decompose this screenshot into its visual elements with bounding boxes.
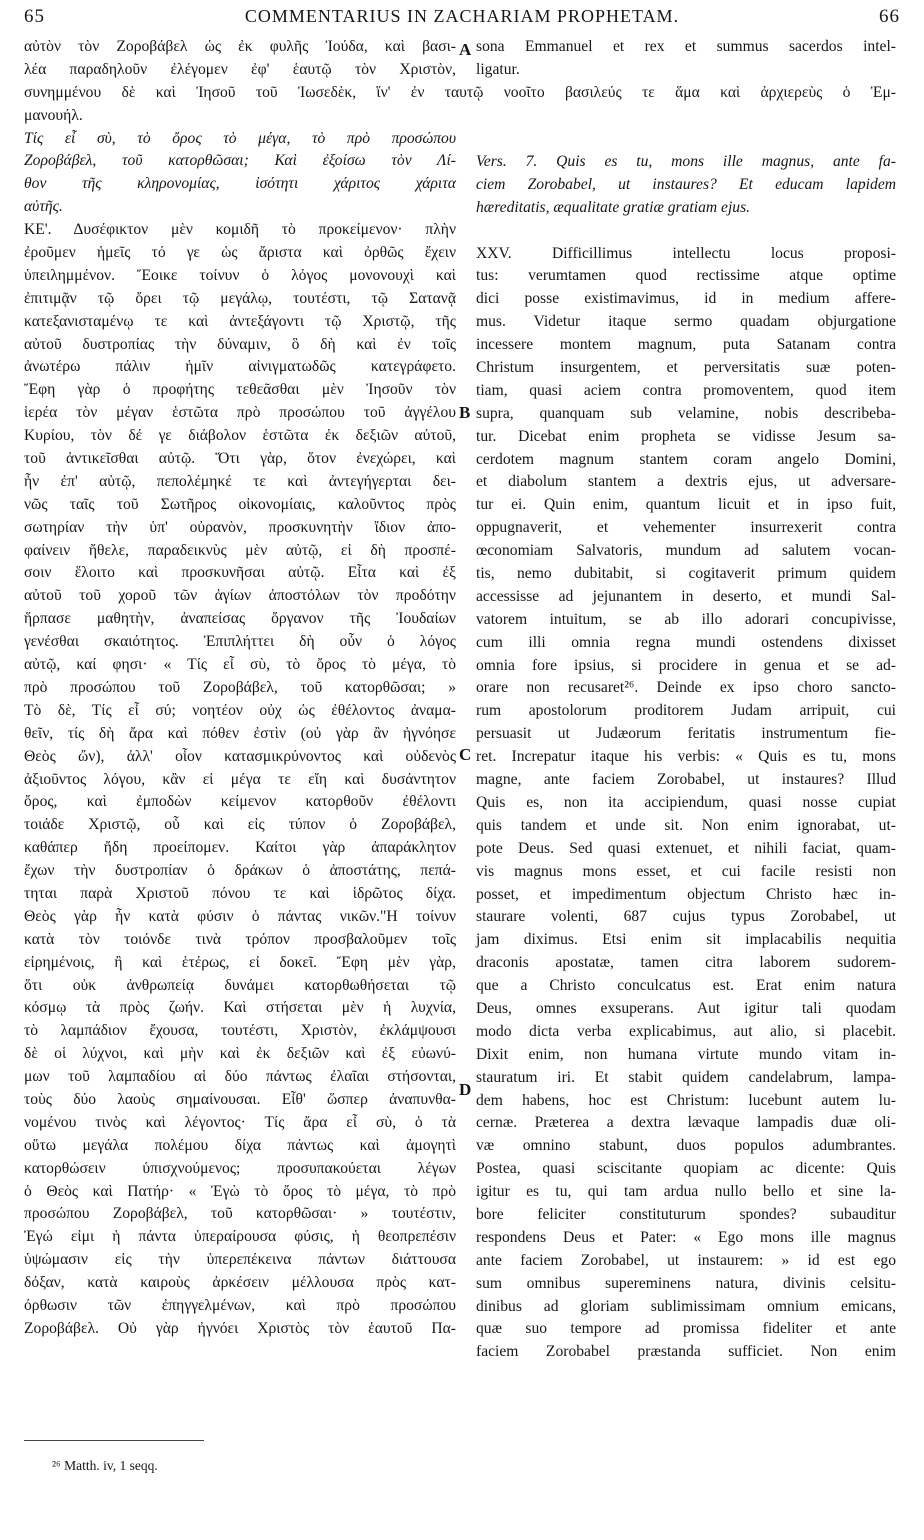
margin-marker-b: B — [459, 403, 471, 422]
greek-text-line: θον τῆς κληρονομίας, ἰσότητι χάριτος χάριτα — [24, 175, 456, 193]
latin-text-line: œconomiam Salvatoris, mundum ad salutem vocan- — [476, 542, 896, 560]
greek-text-line: ὄρος, καὶ ἐμποδὼν κείμενον κατορθοῦν ἐθέλοντι — [24, 793, 456, 811]
latin-text-line: ante faciem Zorobabel, ut instaurem: » id est ego — [476, 1251, 896, 1269]
latin-text-line: stauratum iri. Et stabit quidem candelabrum, lampa- — [476, 1068, 896, 1086]
latin-text-line: cerdotem magnum stantem coram angelo Domini, — [476, 450, 896, 468]
greek-text-line: τὸ λαμπάδιον ἔχουσα, τουτέστι, Χριστὸν, ἐκλάμψουσι — [24, 1022, 456, 1040]
latin-text-line: modo dicta verba explicabimus, aut alio, si placebit. — [476, 1022, 896, 1040]
greek-text-line: τοιάδε Χριστῷ, οὗ καὶ εἰς τύπον ὁ Ζοροβάβελ, — [24, 816, 456, 834]
greek-text-line: ἦν ἐπ' αὐτῷ, πεπολέμηκέ τε καὶ ἀντεγήγερται δει- — [24, 472, 456, 490]
greek-text-line: πρὸ προσώπου τοῦ Ζοροβάβελ, τοῦ κατορθῶσαι; » — [24, 678, 456, 696]
latin-text-line: incessere montem magnum, puta Satanam contra — [476, 336, 896, 354]
greek-text-line: όρθωσιν τῶν ἐπηγγελμένων, καὶ πρὸ προσώπου — [24, 1296, 456, 1314]
greek-text-line: ἐπιτιμᾷν τῷ ὄρει τῷ μεγάλῳ, τουτέστι, τῷ Σατανᾷ — [24, 289, 456, 307]
footnote: ²⁶ Matth. iv, 1 seqq. — [52, 1458, 158, 1473]
greek-text-line: ὑπειλημμένον. Ἔοικε τοίνυν ὁ λόγος μονονουχὶ καὶ — [24, 266, 456, 284]
latin-text-line: accessisse ad jejunantem in deserto, et mundi Sal- — [476, 587, 896, 605]
latin-text-line: cernæ. Præterea a dextra lævaque lampadis duæ oli- — [476, 1114, 896, 1132]
latin-text-line: tis, nemo dubitabit, si cogitaverit primum quidem — [476, 565, 896, 583]
greek-text-line: ἀξιοῦντος λόγου, κἂν εἰ μέγα τε εἴη καὶ δυσάντητον — [24, 770, 456, 788]
latin-text-line: XXV. Difficillimus intellectu locus proposi- — [476, 244, 896, 262]
latin-text-line: quis tandem et unde sit. Non enim ignorabat, ut- — [476, 816, 896, 834]
greek-text-line: ὅτι οὐκ ἀνθρωπείᾳ δυνάμει κατορθωθήσεται τῷ — [24, 976, 456, 994]
latin-text-line: posset, et impedimentum objectum Christo hæc in- — [476, 885, 896, 903]
latin-text-line: tiam, quasi aciem contra promoventem, quod item — [476, 381, 896, 399]
latin-text-line: persuasit ut Judæorum feritatis instrumentum fie- — [476, 725, 896, 743]
latin-text-line: hæreditatis, æqualitate gratiæ gratiam ejus. — [476, 198, 751, 216]
latin-text-line: ligatur. — [476, 60, 520, 78]
greek-text-line: Θεὸς γὰρ ἦν κατὰ φύσιν ὁ πάντας νικῶν."Η τοίνυν — [24, 907, 456, 925]
greek-text-line: κατεξανισταμένῳ τε καὶ ἀντεξάγοντι τῷ Χριστῷ, τῆς — [24, 312, 456, 330]
latin-text-line: tus: verumtamen quod rectissime atque optime — [476, 267, 896, 285]
greek-text-line: ΚΕ'. Δυσέφικτον μὲν κομιδῆ τὸ προκείμενον· πλὴν — [24, 221, 456, 239]
latin-text-line: mus. Videtur itaque sermo quadam objurgatione — [476, 313, 896, 331]
latin-text-line: jam diximus. Etsi enim sit implacabilis nequitia — [476, 931, 896, 949]
greek-text-line: ἀνωτέρω πάλιν ἡμῖν αἰνιγματωδῶς κατεγράφετο. — [24, 358, 456, 376]
greek-text-line: ἥρπασε μαθητὴν, ἀναπείσας ὄργανον τῆς Ἰουδαίων — [24, 610, 456, 628]
latin-text-line: bore feliciter constituturum spondes? subauditur — [476, 1205, 896, 1223]
greek-text-line: τοῦ ἀντικεῖσθαι αὐτῷ. Ὅτι γὰρ, ὅτον ἐνεχώρει, καὶ — [24, 450, 456, 468]
latin-text-line: faciem Zorobabel præstanda sufficiet. Non enim — [476, 1343, 896, 1361]
footnote-rule — [24, 1440, 204, 1441]
latin-text-line: omnia fore ipsius, si procidere in genua et se ad- — [476, 656, 896, 674]
latin-text-line: dinibus ad gloriam sublimissimam omnium emicans, — [476, 1297, 896, 1315]
latin-text-line: Christum insurgentem, et perversitatis suæ poten- — [476, 359, 896, 377]
greek-text-line: Τὸ δὲ, Τίς εἶ σύ; νοητέον οὐχ ὡς ἐθέλοντος ἀναμα- — [24, 701, 456, 719]
latin-text-line: vis magnus mons esset, et cui facile resisti non — [476, 862, 896, 880]
latin-text-line: magne, ante faciem Zorobabel, ut instaures? Illud — [476, 771, 896, 789]
greek-text-line: νομένου τινὸς καὶ λέγοντος· Τίς ἄρα εἶ σὺ, ὁ τὰ — [24, 1113, 456, 1131]
latin-text-line: et diabolum stantem a dextris ejus, ut adversare- — [476, 473, 896, 491]
greek-text-line: τηται παρὰ Χριστοῦ πόνου τε καὶ ἱδρῶτος δίχα. — [24, 884, 456, 902]
greek-text-line: μων τοῦ λαμπαδίου αἱ δύο πάντως ἐλαῖαι στήσονται, — [24, 1068, 456, 1086]
page-number-left: 65 — [24, 6, 45, 27]
greek-text-line: Κυρίου, τὸν δέ γε διάβολον ἑστῶτα ἐκ δεξιῶν αὐτοῦ, — [24, 427, 456, 445]
margin-marker-d: D — [459, 1080, 472, 1099]
latin-text-line — [476, 220, 896, 243]
greek-text-line: σωτηρίαν τὴν ὑπ' οὐρανὸν, προσκυνητὴν ἴδιον ἀπο- — [24, 518, 456, 536]
greek-text-line: θεῖν, τίς δὴ ἄρα καὶ πόθεν ἐστὶν (οὐ γὰρ ἂν ἠγνόησε — [24, 724, 456, 742]
latin-column — [476, 151, 896, 1364]
greek-text-line: αὐτῷ, καί φησι· « Τίς εἶ σὺ, τὸ ὄρος τὸ μέγα, τὸ — [24, 656, 456, 674]
latin-text-line: quæ suo tempore ad promissa fideliter et ante — [476, 1320, 896, 1338]
greek-text-line: Ἔφη γὰρ ὁ προφήτης τεθεᾶσθαι μὲν Ἰησοῦν τὸν — [24, 381, 456, 399]
greek-text-line: γενέσθαι σκαιότητος. Ἐπιπλήττει δὴ οὖν ὁ λόγος — [24, 633, 456, 651]
greek-text-line: ἔχων τὴν δυστροπίαν ὁ δράκων ὁ ἀποστάτης, πεπά- — [24, 862, 456, 880]
greek-text-line: τοὺς δύο λαοὺς σημαίνουσαι. Εἶθ' ὥσπερ ἀναπυνθα- — [24, 1090, 456, 1108]
latin-text-line: respondens Deus et Pater: « Ego mons ille magnus — [476, 1228, 896, 1246]
greek-text-line: αὐτοῦ δυστροπίας τὴν δύναμιν, ὃ δὴ καὶ ἐν τοῖς — [24, 335, 456, 353]
greek-text-line: οὕτω μεγάλα πολέμου δίχα πάντως καὶ ἀμογητὶ — [24, 1136, 456, 1154]
greek-text-line: Τίς εἶ σὺ, τὸ ὄρος τὸ μέγα, τὸ πρὸ προσώπου — [24, 129, 456, 147]
latin-text-line: sona Emmanuel et rex et summus sacerdos intel- — [476, 38, 896, 55]
latin-top-fragment — [476, 36, 896, 82]
latin-text-line: væ omnino stabunt, duos populos adumbrantes. — [476, 1137, 896, 1155]
latin-text-line: tur ei. Quin enim, quantum licuit et in ipso fuit, — [476, 496, 896, 514]
greek-text-line: αὐτὸν τὸν Ζοροβάβελ ὡς ἐκ φυλῆς Ἰούδα, καὶ βασι- — [24, 38, 456, 55]
latin-text-line: vatorem intuitum, se ab illo adorari concupivisse, — [476, 610, 896, 628]
greek-text-line: φαίνειν ἤθελε, παραδεικνὺς μὲν αὐτῷ, εἰ δὴ προσπέ- — [24, 541, 456, 559]
latin-text-line: dici posse existimavimus, id in medium affere- — [476, 290, 896, 308]
page-number-right: 66 — [879, 6, 900, 27]
latin-text-line: draconis apostatæ, tamen citra laborem sudorem- — [476, 954, 896, 972]
latin-text-line: tur. Dicebat enim propheta se vidisse Jesum sa- — [476, 427, 896, 445]
greek-text-line: προσώπου Ζοροβάβελ, τοῦ κατορθῶσαι· » τουτέστιν, — [24, 1205, 456, 1223]
greek-text-line: σοιν ἕλοιτο καὶ προσκυνῆσαι αὐτῷ. Εἶτα καὶ ἐξ — [24, 564, 456, 582]
latin-text-line: staurare volenti, 687 cujus typus Zorobabel, ut — [476, 908, 896, 926]
greek-text-line: καθάπερ ἤδη προείπομεν. Καίτοι γὰρ ἀπαράκλητον — [24, 839, 456, 857]
latin-text-line: igitur es tu, qui tam ardua nullo bello et sine la- — [476, 1183, 896, 1201]
latin-text-line: Dixit enim, non humana virtute mundo vitam in- — [476, 1045, 896, 1063]
greek-text-line: Θεὸς ὤν), ἀλλ' οἷον κατασμικρύνοντος καὶ οὐδενὸς — [24, 747, 456, 765]
greek-text-line: κατορθώσειν ὑπισχνούμενος; προσυπακούεται λέγων — [24, 1159, 456, 1177]
latin-text-line: sum omnibus supereminens natura, divinis celsitu- — [476, 1274, 896, 1292]
greek-text-line: Ἐγώ εἰμι ἡ πάντα ὑπεραίρουσα φύσις, ἡ θεοπρεπέσιν — [24, 1228, 456, 1246]
greek-column — [24, 36, 456, 1341]
greek-text-line: ἱερέα τὸν μέγαν ἑστῶτα πρὸ προσώπου τοῦ ἀγγέλου — [24, 404, 456, 422]
running-head: COMMENTARIUS IN ZACHARIAM PROPHETAM. — [244, 6, 680, 26]
margin-marker-c: C — [459, 745, 472, 764]
greek-text-line: δὲ οἱ λύχνοι, καὶ μὴν καὶ ἐκ δεξιῶν καὶ ἐξ εὐωνύ- — [24, 1045, 456, 1063]
latin-text-line: oppugnaverit, et vehementer insurrexerit contra — [476, 519, 896, 537]
latin-text-line: ciem Zorobabel, ut instaures? Et educam lapidem — [476, 175, 896, 193]
latin-text-line: cum illi omnia regna mundi ostendens dixisset — [476, 633, 896, 651]
latin-text-line: pote Deus. Sed quasi extenuet, et nihili faciat, quam- — [476, 839, 896, 857]
latin-text-line: Postea, quasi sciscitante quopiam ac dicente: Quis — [476, 1160, 896, 1178]
latin-text-line: que a Christo conculcatus est. Erat enim natura — [476, 977, 896, 995]
latin-text-line: ret. Increpatur itaque his verbis: « Quis es tu, mons — [476, 748, 896, 766]
greek-text-line: νῶς ταῖς τοῦ Σωτῆρος οἰκονομίαις, καλοῦντος πρὸς — [24, 495, 456, 513]
greek-text-line: αὐτῆς. — [24, 198, 63, 216]
greek-text-line: ἐροῦμεν ἡμεῖς τό γε ὡς ἄριστα καὶ ὀρθῶς ἔχειν — [24, 244, 456, 262]
greek-text-line: αὐτοῦ τοῦ χοροῦ τῶν ἁγίων ἀποστόλων τὸν προδότην — [24, 587, 456, 605]
greek-text-line: Ζοροβάβελ. Οὐ γὰρ ἠγνόει Χριστὸς τὸν ἑαυτοῦ Πα- — [24, 1319, 456, 1337]
greek-text-line: ὁ Θεὸς καὶ Πατήρ· « Ἐγὼ τὸ ὄρος τὸ μέγα, τὸ πρὸ — [24, 1182, 456, 1200]
greek-text-line: μανουήλ. — [24, 106, 83, 124]
latin-text-line: Vers. 7. Quis es tu, mons ille magnus, ante fa- — [476, 153, 896, 170]
full-width-line: συνημμένου δὲ καὶ Ἰησοῦ τοῦ Ἰωσεδὲκ, ἵν' ἐν ταυτῷ νοοῖτο βασιλεύς τε ἅμα καὶ ἀρχιερεὺς ὁ Ἐμ- — [24, 84, 896, 101]
greek-text-line: ὑψώμασιν εἰς τὴν ὑπερεπέκεινα πάντων διάττουσα — [24, 1251, 456, 1269]
latin-text-line: rum apostolorum proditorem Judam arripuit, cui — [476, 702, 896, 720]
greek-text-line: κόσμῳ τὰ πρὸς ζωήν. Καὶ στήσεται μὲν ἡ λυχνία, — [24, 999, 456, 1017]
latin-text-line: Quis es, non ita accipiendum, quasi nosse cupiat — [476, 793, 896, 811]
latin-text-line: dem habens, hoc est Christum: lucebunt autem lu- — [476, 1091, 896, 1109]
greek-text-line: λέα παραδηλοῦν ἐλέγομεν ἐφ' ἑαυτῷ τὸν Χριστὸν, — [24, 60, 456, 78]
latin-text-line: supra, quanquam sub velamine, nobis describeba- — [476, 404, 896, 422]
latin-text-line: orare non recusaret²⁶. Deinde ex ipso choro sancto- — [476, 679, 896, 697]
greek-text-line: εἰρημένοις, ἢ καὶ ἑτέρως, εἰ δοκεῖ. Ἔφη μὲν γὰρ, — [24, 953, 456, 971]
margin-marker-a: A — [459, 40, 472, 59]
greek-text-line: κατὰ τὸν τοιόνδε τινὰ τρόπον προσβαλοῦμεν τοῖς — [24, 930, 456, 948]
greek-text-line: Ζοροβάβελ, τοῦ κατορθῶσαι; Καὶ ἐξοίσω τὸν Λί- — [24, 152, 456, 170]
greek-text-line: δόξαν, κατὰ καιροὺς ἀρκέσειν μέλλουσα πρὸς κατ- — [24, 1274, 456, 1292]
latin-text-line: Deus, omnes exsuperans. Aut igitur tali quodam — [476, 999, 896, 1017]
